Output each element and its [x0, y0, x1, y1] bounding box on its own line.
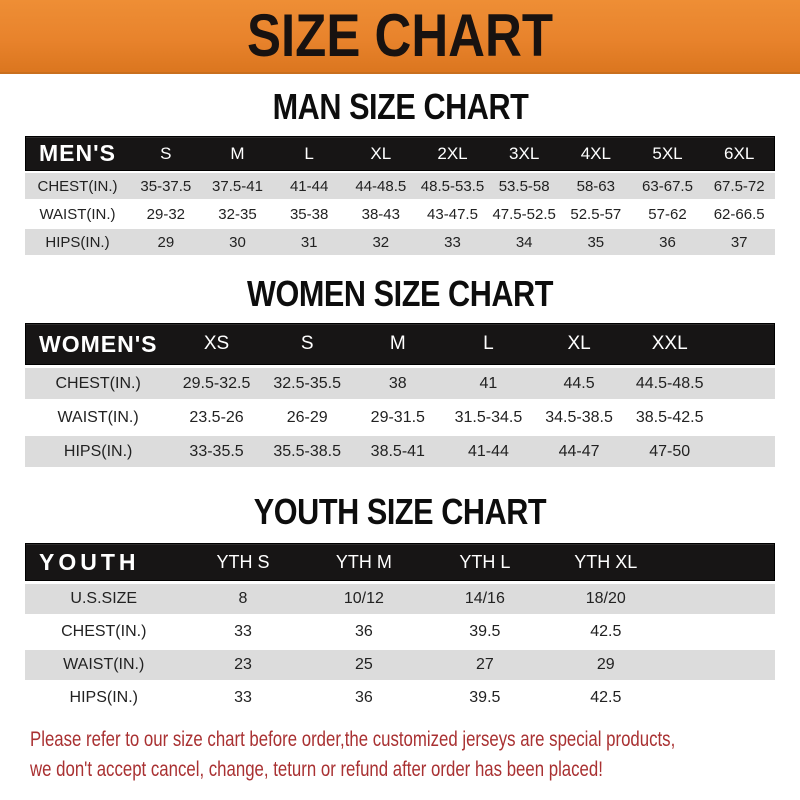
column-header: 2XL	[437, 143, 468, 163]
size-value: 41	[479, 374, 498, 392]
row-label: U.S.SIZE	[70, 590, 138, 607]
column-header: M	[389, 333, 406, 354]
banner	[0, 0, 800, 74]
size-value: 23	[234, 656, 252, 673]
size-value: 39.5	[469, 689, 501, 706]
size-value: 31.5-34.5	[454, 408, 523, 426]
column-header: 3XL	[509, 143, 540, 163]
size-value: 29	[157, 233, 175, 251]
size-value: 34.5-38.5	[545, 408, 613, 426]
footer-line-2: we don't accept cancel, change, teturn or refund after order has been placed!	[30, 758, 603, 781]
size-value: 32	[372, 233, 390, 251]
size-value: 62-66.5	[713, 205, 765, 223]
table-row	[25, 173, 775, 199]
size-value: 32-35	[218, 205, 257, 223]
size-value: 47.5-52.5	[492, 205, 556, 223]
section-heading	[25, 275, 775, 313]
size-chart-section	[25, 493, 775, 713]
table-row	[25, 201, 775, 227]
size-value: 57-62	[648, 205, 687, 223]
column-header: S	[300, 333, 314, 354]
table-row	[25, 368, 775, 399]
column-header: M	[230, 143, 245, 163]
size-value: 35.5-38.5	[273, 442, 341, 460]
size-table	[25, 136, 775, 255]
column-header: YTH XL	[574, 551, 638, 572]
section-heading-text: MAN SIZE CHART	[272, 86, 528, 127]
size-value: 44.5	[563, 374, 595, 392]
table-title-cell: YOUTH	[39, 548, 140, 575]
size-value: 36	[659, 233, 676, 251]
table-header-row	[25, 323, 775, 365]
size-value: 58-63	[576, 177, 615, 195]
column-header: XXL	[651, 333, 688, 354]
column-header: YTH M	[335, 551, 392, 572]
tables-area	[0, 88, 800, 713]
column-header: XL	[567, 333, 591, 354]
size-value: 38	[388, 374, 407, 392]
size-value: 35-38	[289, 205, 329, 223]
size-value: 33-35.5	[189, 442, 244, 460]
row-label: CHEST(IN.)	[55, 374, 141, 392]
size-value: 14/16	[464, 590, 505, 607]
size-value: 42.5	[590, 689, 622, 706]
size-value: 47-50	[649, 442, 691, 460]
size-value: 39.5	[469, 623, 501, 640]
size-value: 37	[730, 233, 748, 251]
size-value: 41-44	[289, 177, 329, 195]
table-header-row	[25, 543, 775, 581]
size-value: 42.5	[590, 623, 622, 640]
size-table	[25, 323, 775, 467]
size-value: 44.5-48.5	[635, 374, 704, 392]
size-value: 63-67.5	[642, 177, 693, 195]
footer-line-1: Please refer to our size chart before order,the customized jerseys are special products,	[30, 728, 676, 751]
column-header: XS	[203, 333, 230, 354]
table-body	[25, 368, 775, 467]
row-label: WAIST(IN.)	[63, 656, 145, 673]
size-value: 29-32	[146, 205, 186, 223]
column-header: 6XL	[724, 143, 755, 163]
size-value: 10/12	[343, 590, 384, 607]
size-table	[25, 543, 775, 713]
table-body	[25, 584, 775, 713]
table-row	[25, 436, 775, 467]
size-value: 30	[229, 233, 246, 251]
column-header: YTH S	[216, 551, 270, 572]
table-title-cell: WOMEN'S	[39, 330, 158, 357]
size-value: 38-43	[361, 205, 400, 223]
table-body	[25, 173, 775, 255]
size-value: 44-47	[558, 442, 600, 460]
size-value: 67.5-72	[713, 177, 765, 195]
size-value: 41-44	[467, 442, 509, 460]
column-header: S	[160, 143, 172, 163]
row-label: CHEST(IN.)	[61, 623, 147, 640]
table-title-cell: MEN'S	[39, 140, 116, 166]
size-value: 25	[355, 656, 373, 673]
size-chart-section	[25, 275, 775, 467]
table-row	[25, 617, 775, 647]
size-value: 35	[587, 233, 605, 251]
column-header: 5XL	[652, 143, 683, 163]
size-value: 27	[475, 656, 494, 673]
section-heading	[25, 493, 775, 531]
table-row	[25, 229, 775, 255]
row-label: WAIST(IN.)	[39, 205, 116, 223]
row-label: HIPS(IN.)	[69, 689, 138, 706]
table-row	[25, 650, 775, 680]
table-row	[25, 683, 775, 713]
column-header: XL	[370, 143, 392, 163]
section-heading-text: WOMEN SIZE CHART	[246, 273, 553, 314]
size-value: 37.5-41	[212, 177, 263, 195]
size-chart-section	[25, 88, 775, 255]
size-value: 52.5-57	[570, 205, 622, 223]
column-header: L	[483, 333, 494, 354]
section-heading-text: YOUTH SIZE CHART	[253, 491, 547, 532]
size-value: 23.5-26	[189, 408, 244, 426]
column-header: L	[304, 143, 314, 163]
section-heading	[25, 88, 775, 126]
banner-title: SIZE CHART	[247, 2, 553, 69]
size-value: 35-37.5	[140, 177, 192, 195]
size-value: 26-29	[286, 408, 328, 426]
size-value: 29.5-32.5	[182, 374, 251, 392]
column-header: YTH L	[459, 551, 511, 572]
row-label: HIPS(IN.)	[45, 233, 110, 251]
size-value: 44-48.5	[355, 177, 407, 195]
size-value: 33	[444, 233, 461, 251]
table-row	[25, 402, 775, 433]
column-header: 4XL	[580, 143, 611, 163]
size-value: 38.5-42.5	[635, 408, 704, 426]
size-value: 43-47.5	[427, 205, 478, 223]
table-row	[25, 584, 775, 614]
size-value: 36	[355, 623, 373, 640]
size-value: 32.5-35.5	[273, 374, 341, 392]
size-value: 29-31.5	[370, 408, 425, 426]
footer-note	[0, 725, 800, 785]
row-label: CHEST(IN.)	[37, 177, 118, 195]
size-value: 53.5-58	[498, 177, 550, 195]
size-value: 18/20	[585, 590, 626, 607]
size-value: 38.5-41	[370, 442, 425, 460]
size-value: 8	[238, 590, 248, 607]
size-value: 34	[515, 233, 533, 251]
size-value: 33	[234, 689, 252, 706]
row-label: WAIST(IN.)	[57, 408, 139, 426]
size-value: 31	[300, 233, 318, 251]
size-value: 29	[596, 656, 615, 673]
size-value: 33	[234, 623, 252, 640]
size-value: 36	[355, 689, 373, 706]
row-label: HIPS(IN.)	[63, 442, 133, 460]
table-header-row	[25, 136, 775, 171]
size-value: 48.5-53.5	[420, 177, 485, 195]
